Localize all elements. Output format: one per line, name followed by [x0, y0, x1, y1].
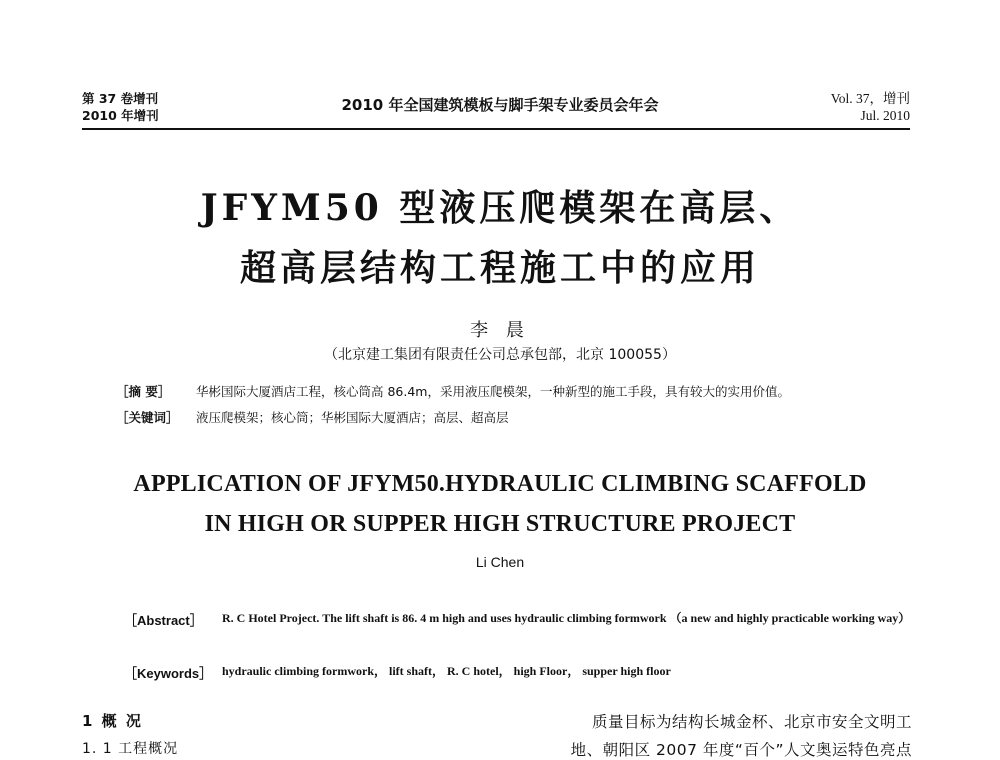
date-line-en: Jul. 2010	[860, 108, 910, 123]
conference-title: 2010 年全国建筑模板与脚手架专业委员会年会	[341, 96, 659, 114]
keywords-cn-label: ［关键词］	[116, 410, 179, 425]
abstract-en-label: ［Abstract］	[124, 613, 203, 628]
paper-title-en-line-1: APPLICATION OF JFYM50.HYDRAULIC CLIMBING SCAFFOLD	[133, 471, 867, 497]
body-text-line-2: 地、朝阳区 2007 年度“百个”人文奥运特色亮点	[570, 741, 912, 759]
paper-title-line-1: JFYM50 型液压爬模架在高层、	[200, 187, 800, 229]
year-line: 2010 年增刊	[82, 108, 159, 123]
journal-volume-info-en	[831, 90, 910, 124]
paper-title-line-2: 超高层结构工程施工中的应用	[239, 247, 760, 289]
header-divider	[82, 128, 910, 130]
section-heading: 1 概 况	[82, 712, 143, 730]
abstract-cn-label: ［摘 要］	[116, 384, 171, 399]
author-name-en: Li Chen	[475, 554, 525, 570]
keywords-en-text: hydraulic climbing formwork， lift shaft， R. C hotel， high Floor， supper high floor	[222, 664, 671, 678]
keywords-cn-text: 液压爬模架；核心筒；华彬国际大厦酒店；高层、超高层	[196, 410, 509, 425]
affiliation-cn: （北京建工集团有限责任公司总承包部，北京 100055）	[324, 347, 676, 363]
abstract-cn	[116, 382, 790, 400]
subsection-heading: 1. 1 工程概况	[82, 741, 179, 757]
author-name-cn: 李 晨	[470, 320, 530, 341]
abstract-en-text: R. C Hotel Project. The lift shaft is 86. 4 m high and uses hydraulic climbing formwork （a new and highly practicable working way）	[222, 611, 911, 625]
keywords-cn	[116, 408, 509, 426]
volume-line: 第 37 卷增刊	[82, 91, 159, 106]
volume-line-en: Vol. 37，增刊	[830, 91, 910, 106]
keywords-en-label: ［Keywords］	[124, 666, 213, 681]
body-text-line-1: 质量目标为结构长城金杯、北京市安全文明工	[591, 713, 912, 731]
paper-title-en-line-2: IN HIGH OR SUPPER HIGH STRUCTURE PROJECT	[204, 511, 796, 537]
abstract-cn-text: 华彬国际大厦酒店工程，核心筒高 86.4m，采用液压爬模架，一种新型的施工手段，具有较大的实用价值。	[196, 384, 790, 399]
